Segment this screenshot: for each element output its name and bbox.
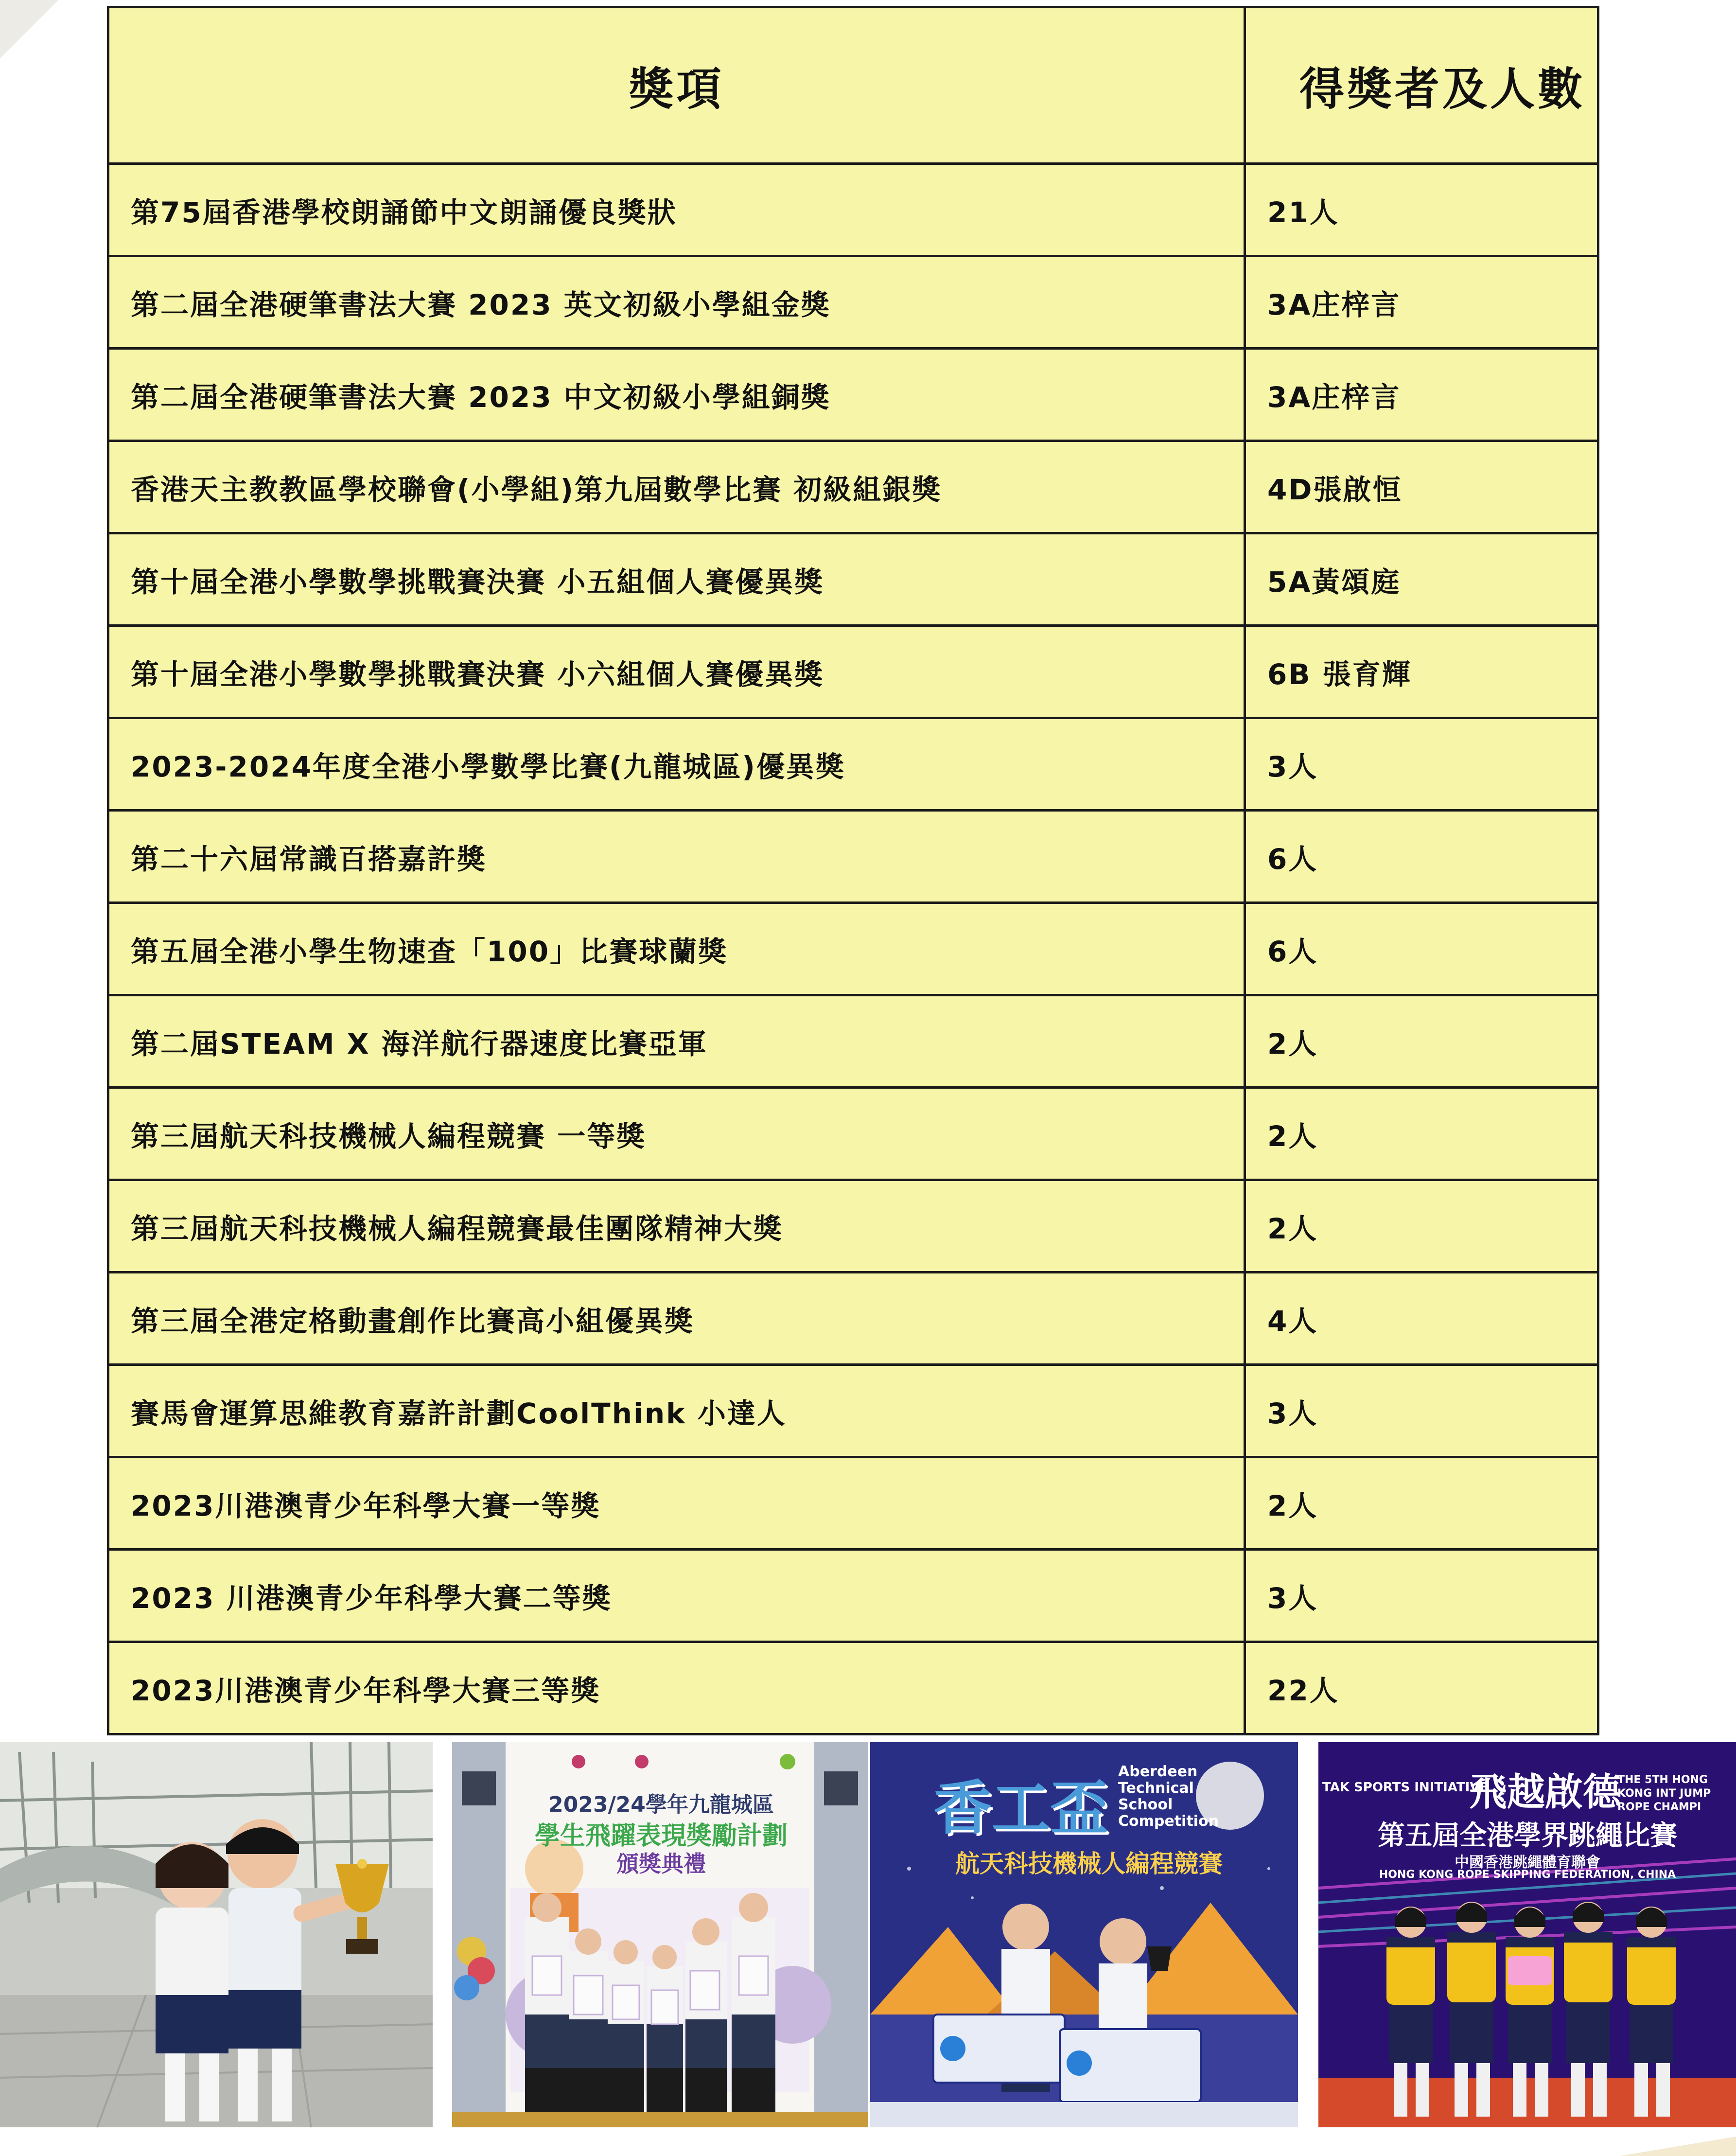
award-cell: 2023 川港澳青少年科學大賽二等獎 — [108, 1550, 1245, 1642]
competition-logo: 香工盃 — [933, 1775, 1108, 1842]
table-row — [108, 1088, 1598, 1180]
photo-jump-rope — [1318, 1742, 1736, 2127]
corner-decoration-bottom — [1619, 2137, 1736, 2156]
award-cell: 第五屆全港小學生物速查「100」比賽球蘭獎 — [108, 903, 1245, 995]
ceremony-banner-line3: 頒獎典禮 — [616, 1851, 706, 1877]
award-cell: 第十屆全港小學數學挑戰賽決賽 小六組個人賽優異獎 — [108, 626, 1245, 718]
winner-cell: 2人 — [1245, 1088, 1598, 1180]
header-award: 獎項 — [108, 7, 1245, 164]
award-cell: 第二屆全港硬筆書法大賽 2023 中文初級小學組銅獎 — [108, 349, 1245, 441]
winner-cell: 3A庄梓言 — [1245, 256, 1598, 349]
award-cell: 第三屆航天科技機械人編程競賽最佳團隊精神大獎 — [108, 1180, 1245, 1272]
school-english-name — [1118, 1764, 1219, 1830]
table-row — [108, 811, 1598, 903]
table-row — [108, 533, 1598, 626]
table-row — [108, 441, 1598, 533]
federation-english: HONG KONG ROPE SKIPPING FEDERATION, CHINA — [1379, 1869, 1676, 1881]
table-row — [108, 1180, 1598, 1272]
table-row — [108, 256, 1598, 349]
award-cell: 第75屆香港學校朗誦節中文朗誦優良獎狀 — [108, 164, 1245, 256]
photo-robotics — [870, 1742, 1298, 2127]
table-row — [108, 1272, 1598, 1365]
winner-cell: 3人 — [1245, 1550, 1598, 1642]
winner-cell: 21人 — [1245, 164, 1598, 256]
table-row — [108, 995, 1598, 1088]
school-en-line-1: Aberdeen — [1118, 1763, 1198, 1780]
table-row — [108, 349, 1598, 441]
photo-strip — [0, 1742, 1736, 2127]
table-row — [108, 1457, 1598, 1550]
award-cell: 第三屆航天科技機械人編程競賽 一等獎 — [108, 1088, 1245, 1180]
award-cell: 2023-2024年度全港小學數學比賽(九龍城區)優異獎 — [108, 718, 1245, 811]
award-cell: 香港天主教教區學校聯會(小學組)第九屆數學比賽 初級組銀獎 — [108, 441, 1245, 533]
winner-cell: 3人 — [1245, 718, 1598, 811]
header-row — [108, 7, 1598, 164]
winner-cell: 2人 — [1245, 995, 1598, 1088]
school-en-line-4: Competition — [1118, 1813, 1219, 1830]
corner-decoration — [0, 0, 58, 58]
table-row — [108, 1365, 1598, 1457]
winner-cell: 6B 張育輝 — [1245, 626, 1598, 718]
award-cell: 賽馬會運算思維教育嘉許計劃CoolThink 小達人 — [108, 1365, 1245, 1457]
championship-english: THE 5TH HONG KONG INT JUMP ROPE CHAMPI — [1617, 1774, 1711, 1813]
winner-cell: 2人 — [1245, 1180, 1598, 1272]
federation-chinese: 中國香港跳繩體育聯會 — [1455, 1854, 1600, 1871]
table-row — [108, 903, 1598, 995]
award-cell: 第二屆STEAM X 海洋航行器速度比賽亞軍 — [108, 995, 1245, 1088]
school-en-line-3: School — [1118, 1796, 1173, 1813]
ceremony-banner-title: 2023/24學年九龍城區 — [548, 1792, 774, 1817]
winner-cell: 4人 — [1245, 1272, 1598, 1365]
award-cell: 2023川港澳青少年科學大賽一等獎 — [108, 1457, 1245, 1550]
award-cell: 2023川港澳青少年科學大賽三等獎 — [108, 1642, 1245, 1734]
winner-cell: 22人 — [1245, 1642, 1598, 1734]
award-cell: 第二十六屆常識百搭嘉許獎 — [108, 811, 1245, 903]
photo-trophy-students — [0, 1742, 433, 2127]
table-row — [108, 1550, 1598, 1642]
award-cell: 第三屆全港定格動畫創作比賽高小組優異獎 — [108, 1272, 1245, 1365]
sports-initiative-left: TAK SPORTS INITIATIVE — [1322, 1780, 1489, 1795]
table-row — [108, 718, 1598, 811]
winner-cell: 6人 — [1245, 903, 1598, 995]
sports-brand: 飛越啟德 — [1469, 1770, 1621, 1814]
winner-cell: 2人 — [1245, 1457, 1598, 1550]
header-winner: 得獎者及人數 — [1245, 7, 1598, 164]
winner-cell: 6人 — [1245, 811, 1598, 903]
photo-ceremony — [452, 1742, 868, 2127]
winner-cell: 3人 — [1245, 1365, 1598, 1457]
winner-cell: 3A庄梓言 — [1245, 349, 1598, 441]
award-cell: 第十屆全港小學數學挑戰賽決賽 小五組個人賽優異獎 — [108, 533, 1245, 626]
award-cell: 第二屆全港硬筆書法大賽 2023 英文初級小學組金獎 — [108, 256, 1245, 349]
table-row — [108, 626, 1598, 718]
ceremony-banner-subtitle: 學生飛躍表現獎勵計劃 — [534, 1821, 788, 1851]
school-en-line-2: Technical — [1118, 1780, 1194, 1797]
table-row — [108, 164, 1598, 256]
awards-table — [107, 6, 1599, 1735]
award-rows — [108, 164, 1598, 1734]
competition-event-title: 航天科技機械人編程競賽 — [955, 1850, 1223, 1878]
table-row — [108, 1642, 1598, 1734]
championship-title: 第五屆全港學界跳繩比賽 — [1378, 1820, 1677, 1852]
winner-cell: 5A黃頌庭 — [1245, 533, 1598, 626]
winner-cell: 4D張啟恒 — [1245, 441, 1598, 533]
